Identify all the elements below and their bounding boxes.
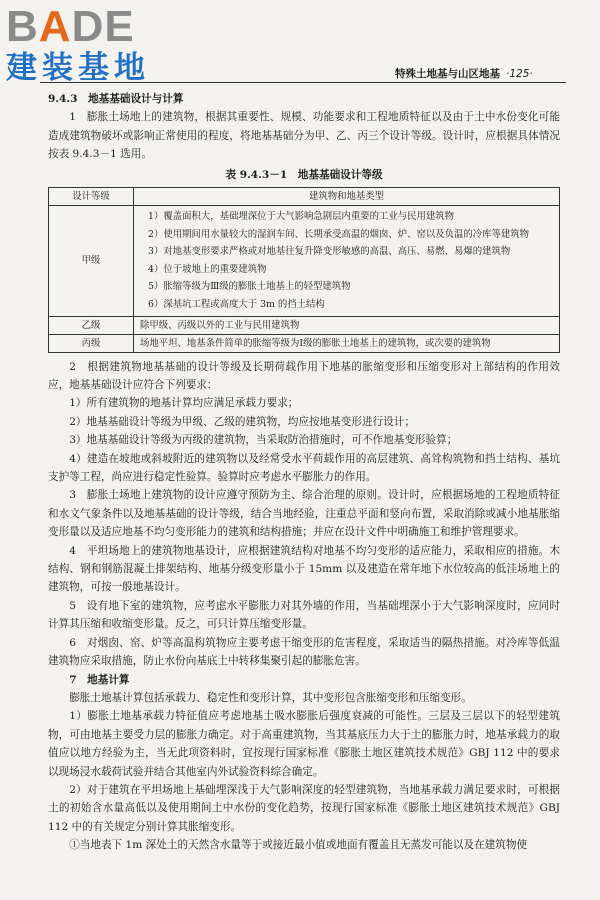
item-7-1: 1）膨胀土地基承载力特征值应考虑地基土吸水膨胀后强度衰减的可能性。三层及三层以下的轻型建筑物，可由地基主要受力层的膨胀力确定。对于高重建筑物，当其基底压力大于土的膨胀力时，地基承载力的取值应以地方经验为主，当无此项资料时，宜按现行国家标准《膨胀土地区建筑技术规范》GBJ 112 中的要求以现场浸水载荷试验并结合其他室内外试验资料综合确定。 (48, 710, 560, 778)
paragraph-3: 3 膨胀土场地上建筑物的设计应遵守预防为主、综合治理的原则。设计时，应根据场地的工程地质特征和水文气象条件以及地基基础的设计等级，结合当地经验，注重总平面和竖向布置，采取消除或减小地基胀缩变形量以及适应地基不均匀变形能力的建筑和结构措施；并应在设计文件中明确施工和维护管理要求。 (48, 489, 560, 539)
table-header-type: 建筑物和地基类型 (134, 188, 560, 206)
item-7-2: 2）对于建筑在平坦场地上基础埋深浅于大气影响深度的轻型建筑物，当地基承载力满足要求时，可根据土的初始含水量高低以及使用期间土中水份的变化趋势，按现行国家标准《膨胀土地区建筑技术规范》GBJ 112 中的有关规定分别计算其胀缩变形。 (48, 783, 560, 833)
logo-wordmark: BADE (6, 2, 135, 51)
paragraph-5: 5 设有地下室的建筑物，应考虑水平膨胀力对其外墙的作用，当基础埋深小于大气影响深度时，应同时计算其压缩和收缩变形量。反之，可只计算压缩变形量。 (48, 599, 560, 631)
grade-cell: 乙级 (49, 316, 134, 334)
type-cell (134, 206, 560, 317)
paragraph-6: 6 对烟囱、窑、炉等高温构筑物应主要考虑干缩变形的危害程度，采取适当的隔热措施。对冷库等低温建筑物应采取措施，防止水份向基底土中转移集聚引起的膨胀危害。 (48, 636, 560, 668)
type-cell: 场地平坦、地基条件简单的胀缩等级为Ⅰ级的膨胀土地基上的建筑物，或次要的建筑物 (134, 334, 560, 352)
grade-cell: 丙级 (49, 334, 134, 352)
header-rule (40, 82, 566, 83)
running-title: 特殊土地基与山区地基 (395, 68, 500, 80)
type-cell: 除甲级、丙级以外的工业与民用建筑物 (134, 316, 560, 334)
design-grade-table (48, 187, 560, 353)
table-header-grade: 设计等级 (49, 188, 134, 206)
grade1-list (140, 208, 553, 314)
item-2-2: 2）地基基础设计等级为甲级、乙级的建筑物，均应按地基变形进行设计； (69, 415, 415, 428)
paragraph-1: 1 膨胀土场地上的建筑物，根据其重要性、规模、功能要求和工程地质特征以及由于土中水份变化可能造成建筑物破坏或影响正常使用的程度，将地基基础分为甲、乙、丙三个设计等级。设计时，应根据具体情况按表 9.4.3－1 选用。 (48, 111, 560, 161)
list-item: 1）覆盖面积大，基础埋深位于大气影响急剧层内重要的工业与民用建筑物 (148, 211, 454, 223)
list-item: 5）胀缩等级为Ⅲ级的膨胀土地基上的轻型建筑物 (148, 281, 351, 293)
paragraph-2: 2 根据建筑物地基基础的设计等级及长期荷载作用下地基的胀缩变形和压缩变形对上部结构的作用效应，地基基础设计应符合下列要求： (48, 360, 560, 391)
item-2-1: 1）所有建筑物的地基计算均应满足承载力要求； (69, 397, 299, 410)
table-row (49, 334, 560, 352)
table-header-row (49, 188, 560, 206)
table-row (49, 206, 560, 317)
table-row (49, 316, 560, 334)
paragraph-4: 4 平坦场地上的建筑物地基设计，应根据建筑结构对地基不均匀变形的适应能力，采取相应的措施。木结构、钢和钢筋混凝土排架结构、地基分级变形量小于 15mm 以及建造在常年地下水位较高的低洼场地上的建筑物，可按一般地基设计。 (48, 544, 560, 594)
list-item: 2）使用期间用水量较大的湿润车间、长期承受高温的烟囱、炉、窑以及负温的冷库等建筑物 (148, 228, 529, 240)
section-heading: 9.4.3 地基基础设计与计算 (48, 93, 184, 105)
grade-cell: 甲级 (49, 206, 134, 317)
paragraph-7-heading: 7 地基计算 (69, 673, 130, 686)
table-caption: 表 9.4.3－1 地基基础设计等级 (225, 168, 383, 181)
logo-subtitle: 建装基地 (6, 50, 150, 86)
item-2-4: 4）建造在坡地或斜坡附近的建筑物以及经常受水平荷载作用的高层建筑、高耸构筑物和挡土结构、基坑支护等工程，尚应进行稳定性验算。验算时应考虑水平膨胀力的作用。 (48, 452, 560, 484)
paragraph-7a: 膨胀土地基计算包括承载力、稳定性和变形计算，其中变形包含胀缩变形和压缩变形。 (69, 691, 472, 704)
page-content (48, 90, 560, 855)
list-item: 3）对地基变形要求严格或对地基往复升降变形敏感的高温、高压、易燃、易爆的建筑物 (148, 246, 511, 258)
list-item: 6）深基坑工程或高度大于 3m 的挡土结构 (148, 299, 325, 310)
list-item: 4）位于坡地上的重要建筑物 (148, 263, 267, 275)
brand-logo (6, 4, 186, 86)
item-7-3: ①当地表下 1m 深处土的天然含水量等于或接近最小值或地面有覆盖且无蒸发可能以及在建筑物使 (69, 839, 528, 852)
item-2-3: 3）地基基础设计等级为丙级的建筑物，当采取防治措施时，可不作地基变形验算； (69, 434, 458, 447)
running-header (395, 66, 533, 81)
page-number: ·125· (506, 68, 533, 80)
